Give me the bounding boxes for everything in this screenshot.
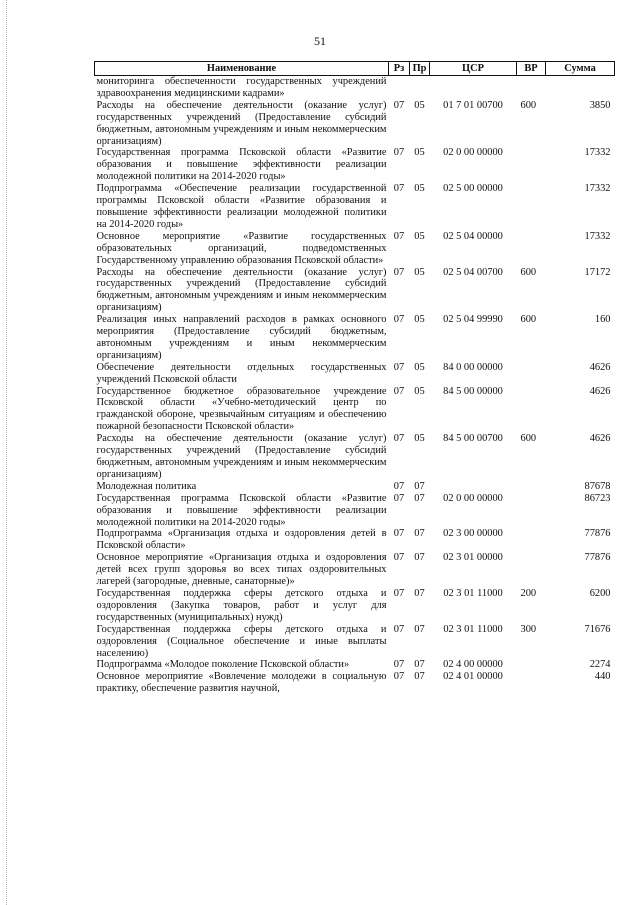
table-row bbox=[95, 267, 615, 315]
cell-sum: 77876 bbox=[584, 552, 611, 564]
cell-pr: 07 bbox=[414, 623, 425, 635]
cell-csr: 02 5 04 00000 bbox=[443, 230, 503, 242]
cell-csr: 02 0 00 00000 bbox=[443, 147, 503, 159]
cell-csr: 02 3 01 11000 bbox=[443, 587, 503, 599]
cell-sum: 440 bbox=[594, 671, 611, 683]
header-vr: ВР bbox=[517, 62, 546, 76]
cell-csr: 84 5 00 00000 bbox=[443, 385, 503, 397]
cell-vr bbox=[517, 481, 546, 493]
table-row bbox=[95, 671, 615, 695]
cell-rz: 07 bbox=[393, 361, 405, 373]
header-rz: Рз bbox=[389, 62, 410, 76]
cell-sum: 4626 bbox=[589, 385, 611, 397]
page-number: 51 bbox=[314, 34, 326, 48]
cell-vr bbox=[517, 659, 546, 671]
cell-name: Подпрограмма «Организация отдыха и оздоровления детей в Псковской области» bbox=[96, 528, 387, 552]
table-row bbox=[95, 552, 615, 588]
cell-pr: 07 bbox=[414, 528, 425, 540]
cell-rz: 07 bbox=[393, 659, 405, 671]
cell-name: Обеспечение деятельности отдельных государственных учреждений Псковской области bbox=[96, 361, 387, 385]
cell-vr: 600 bbox=[520, 314, 537, 326]
table-row bbox=[95, 433, 615, 481]
cell-name: Подпрограмма «Молодое поколение Псковской области» bbox=[96, 659, 350, 671]
cell-csr: 02 5 04 00700 bbox=[443, 266, 503, 278]
cell-name: Основное мероприятие «Организация отдыха и оздоровления детей всех групп здоровья во всех типах оздоровительных лагерей (загородные, дневные, санаторные)» bbox=[96, 552, 387, 588]
cell-name: Государственное бюджетное образовательное учреждение Псковской области «Учебно-методический центр по гражданской обороне, чрезвычайным ситуациям и обеспечению пожарной безопасности Псковской области» bbox=[96, 385, 387, 433]
table-row bbox=[95, 314, 615, 362]
cell-sum: 71676 bbox=[584, 623, 611, 635]
cell-sum: 2274 bbox=[589, 659, 611, 671]
cell-rz: 07 bbox=[393, 671, 405, 683]
cell-pr: 07 bbox=[414, 480, 425, 492]
cell-csr: 02 5 00 00000 bbox=[443, 183, 503, 195]
cell-vr bbox=[517, 493, 546, 529]
cell-name: Расходы на обеспечение деятельности (оказание услуг) государственных учреждений (Предоставление субсидий бюджетным, автономным учреждениям и иным некоммерческим организациям) bbox=[96, 99, 387, 147]
table-row bbox=[95, 624, 615, 660]
cell-sum bbox=[546, 76, 615, 100]
cell-name: Основное мероприятие «Развитие государственных образовательных организаций, подведомственных Государственному управлению образования Псковской области» bbox=[96, 230, 387, 266]
cell-name: Расходы на обеспечение деятельности (оказание услуг) государственных учреждений (Предоставление субсидий бюджетным, автономным учреждениям и иным некоммерческим организациям) bbox=[96, 433, 387, 480]
cell-sum: 17332 bbox=[584, 147, 611, 159]
cell-vr bbox=[517, 231, 546, 267]
table-row bbox=[95, 362, 615, 386]
cell-vr: 600 bbox=[520, 433, 537, 445]
cell-name: Государственная программа Псковской области «Развитие образования и повышение эффективности реализации молодежной политики на 2014-2020 годы» bbox=[96, 147, 387, 183]
cell-sum: 3850 bbox=[589, 99, 611, 111]
cell-sum: 4626 bbox=[589, 433, 611, 445]
cell-vr: 300 bbox=[520, 623, 537, 635]
cell-csr bbox=[430, 481, 517, 493]
cell-vr: 600 bbox=[520, 266, 537, 278]
table-row bbox=[95, 481, 615, 493]
cell-csr: 02 3 00 00000 bbox=[443, 528, 503, 540]
cell-rz: 07 bbox=[393, 480, 405, 492]
cell-rz: 07 bbox=[393, 230, 405, 242]
cell-vr: 200 bbox=[520, 587, 537, 599]
cell-vr bbox=[517, 528, 546, 552]
cell-pr: 05 bbox=[414, 230, 425, 242]
cell-vr bbox=[517, 552, 546, 588]
cell-pr: 07 bbox=[414, 671, 425, 683]
cell-pr: 05 bbox=[414, 99, 425, 111]
cell-pr: 05 bbox=[414, 361, 425, 373]
table-header bbox=[95, 62, 615, 76]
cell-rz: 07 bbox=[393, 433, 405, 445]
cell-pr: 05 bbox=[414, 385, 425, 397]
cell-vr bbox=[517, 671, 546, 695]
cell-csr: 02 0 00 00000 bbox=[443, 492, 503, 504]
cell-csr bbox=[430, 76, 517, 100]
cell-rz: 07 bbox=[393, 183, 405, 195]
header-csr: ЦСР bbox=[430, 62, 517, 76]
cell-csr: 01 7 01 00700 bbox=[443, 99, 503, 111]
cell-pr: 05 bbox=[414, 266, 425, 278]
cell-vr: 600 bbox=[520, 99, 537, 111]
table-row bbox=[95, 76, 615, 100]
table-row bbox=[95, 100, 615, 148]
cell-vr bbox=[517, 362, 546, 386]
cell-pr: 07 bbox=[414, 659, 425, 671]
cell-csr: 02 4 00 00000 bbox=[443, 659, 503, 671]
cell-name: Подпрограмма «Обеспечение реализации государственной программы Псковской области «Развитие образования и повышение эффективности реализации молодежной политики на 2014-2020 годы» bbox=[96, 183, 387, 230]
cell-rz bbox=[389, 76, 410, 100]
cell-rz: 07 bbox=[393, 99, 405, 111]
table-row bbox=[95, 386, 615, 434]
cell-name: Реализация иных направлений расходов в рамках основного мероприятия (Предоставление субсидий бюджетным, автономным учреждениям и иным некоммерческим организациям) bbox=[96, 314, 387, 361]
cell-rz: 07 bbox=[393, 623, 405, 635]
cell-csr: 02 3 01 00000 bbox=[443, 552, 503, 564]
budget-table bbox=[94, 61, 615, 695]
cell-sum: 17172 bbox=[584, 266, 611, 278]
cell-csr: 02 5 04 99990 bbox=[443, 314, 503, 326]
cell-pr: 05 bbox=[414, 314, 425, 326]
cell-pr: 05 bbox=[414, 147, 425, 159]
cell-rz: 07 bbox=[393, 385, 405, 397]
cell-csr: 84 0 00 00000 bbox=[443, 361, 503, 373]
cell-sum: 6200 bbox=[589, 587, 611, 599]
cell-name: Государственная поддержка сферы детского отдыха и оздоровления (Социальное обеспечение и иные выплаты населению) bbox=[96, 623, 387, 659]
cell-name: Государственная поддержка сферы детского отдыха и оздоровления (Закупка товаров, работ и услуг для государственных (муниципальных) нужд) bbox=[96, 587, 387, 623]
cell-rz: 07 bbox=[393, 266, 405, 278]
cell-rz: 07 bbox=[393, 587, 405, 599]
cell-rz: 07 bbox=[393, 528, 405, 540]
cell-vr bbox=[517, 386, 546, 434]
cell-pr bbox=[410, 76, 430, 100]
table-row bbox=[95, 588, 615, 624]
table-row bbox=[95, 493, 615, 529]
header-sum: Сумма bbox=[546, 62, 615, 76]
cell-sum: 4626 bbox=[589, 361, 611, 373]
cell-name: Государственная программа Псковской области «Развитие образования и повышение эффективности реализации молодежной политики на 2014-2020 годы» bbox=[96, 492, 387, 528]
table-row bbox=[95, 183, 615, 231]
cell-sum: 87678 bbox=[584, 480, 611, 492]
cell-name: мониторинга обеспеченности государственных учреждений здравоохранения медицинскими кадрами» bbox=[96, 76, 387, 99]
header-name: Наименование bbox=[95, 62, 389, 76]
table-row bbox=[95, 528, 615, 552]
cell-pr: 05 bbox=[414, 433, 425, 445]
cell-vr bbox=[517, 183, 546, 231]
cell-csr: 84 5 00 00700 bbox=[443, 433, 503, 445]
cell-vr bbox=[517, 76, 546, 100]
cell-sum: 86723 bbox=[584, 492, 611, 504]
cell-sum: 77876 bbox=[584, 528, 611, 540]
cell-csr: 02 4 01 00000 bbox=[443, 671, 503, 683]
cell-rz: 07 bbox=[393, 314, 405, 326]
cell-sum: 17332 bbox=[584, 183, 611, 195]
cell-name: Молодежная политика bbox=[96, 480, 197, 492]
cell-name: Расходы на обеспечение деятельности (оказание услуг) государственных учреждений (Предоставление субсидий бюджетным, автономным учреждениям и иным некоммерческим организациям) bbox=[96, 266, 387, 314]
cell-sum: 17332 bbox=[584, 230, 611, 242]
cell-rz: 07 bbox=[393, 552, 405, 564]
cell-rz: 07 bbox=[393, 492, 405, 504]
header-pr: Пр bbox=[410, 62, 430, 76]
table-row bbox=[95, 231, 615, 267]
table-body bbox=[95, 76, 615, 696]
cell-sum: 160 bbox=[594, 314, 611, 326]
binding-edge-line bbox=[6, 0, 7, 905]
table-row bbox=[95, 147, 615, 183]
cell-rz: 07 bbox=[393, 147, 405, 159]
cell-pr: 07 bbox=[414, 587, 425, 599]
cell-csr: 02 3 01 11000 bbox=[443, 623, 503, 635]
cell-pr: 05 bbox=[414, 183, 425, 195]
cell-vr bbox=[517, 147, 546, 183]
cell-pr: 07 bbox=[414, 492, 425, 504]
cell-pr: 07 bbox=[414, 552, 425, 564]
cell-name: Основное мероприятие «Вовлечение молодежи в социальную практику, обеспечение развития научной, bbox=[96, 671, 387, 695]
table-row bbox=[95, 659, 615, 671]
